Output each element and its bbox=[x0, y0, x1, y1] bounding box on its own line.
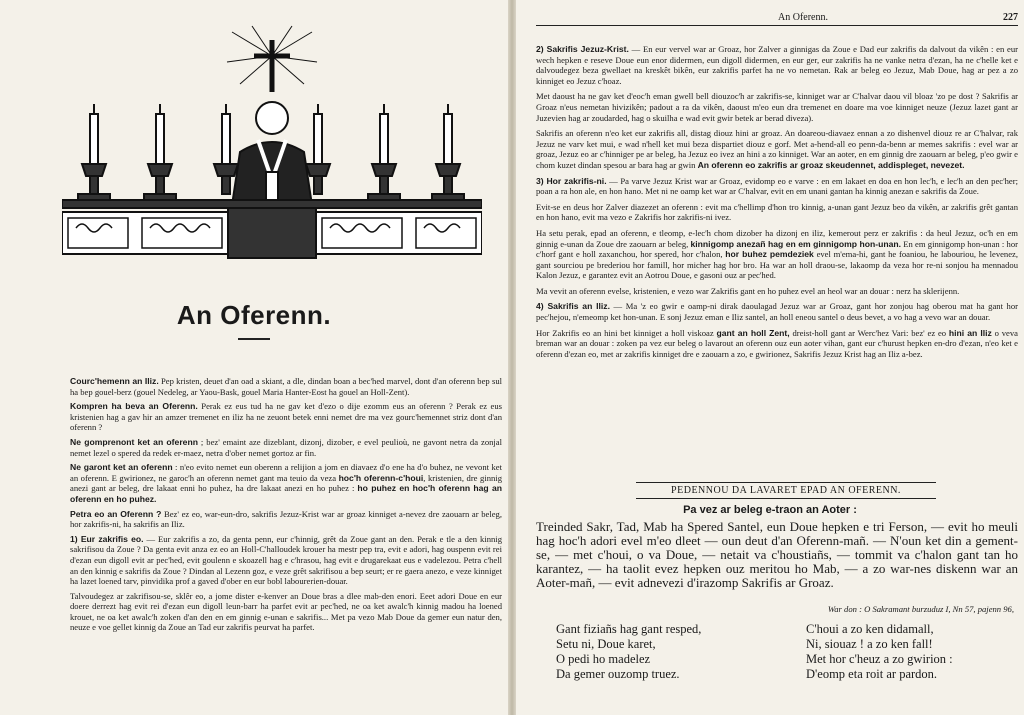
text-run: Ma vevit an oferenn evelse, kristenien, e vezo war Zakrifis gant en ho puhez evel an heol war an douar : nerz ha sklerijenn. bbox=[536, 285, 960, 296]
text-run: Pep kristen, deuet d'an oad a skiant, a dle, dindan boan a bec'hed marvel, dont d'an oferenn bep sul ha bep gouel-berz (gouel Nedeleg, ar Yaou-Bask, gouel Maria Hanter-Eost ha gouel an Holl-Zent). bbox=[70, 376, 502, 397]
chapter-title: An Oferenn. bbox=[176, 300, 332, 330]
poem-line: Gant fiziañs hag gant resped, bbox=[556, 622, 702, 636]
text-run: Talvoudegez ar zakrifisou-se, sklêr eo, a jome dister e-kenver an Doue bras a dlee mab-den enori. Eeet adori Doue en eur doere derrezt hag evit rei d'ezan eun digoll leun-barr ha parfet evit ar pec'hed, ne oa ket awalc'h kinnig madou ha loened krouet, ne oa ket awalc'h zoken d'an den en em ginnig e-unan e sakrifis... Met pa vezo Mab Doue da gemer eun natur den, neuze e voe gellet kinnig da Zoue an Tad eur zakrifis peurvat ha parfet. bbox=[70, 590, 502, 633]
bold-run: ho puhez en hoc'h oferenn hag an oferenn en ho puhez. bbox=[70, 483, 502, 504]
left-paragraph bbox=[70, 509, 502, 530]
text-run: Perak ez eus tud ha ne gav ket d'ezo o dije ezomm eus an oferenn ? Perak ez eus kristenien hag a gav hir an amzer tremenet en iliz ha ne zeuont betek enni nemet dre ma vez gourc'hemennet striz dont d'an oferenn ? bbox=[70, 401, 502, 433]
bold-run: 1) Eur zakrifis eo. bbox=[70, 533, 144, 544]
right-paragraph bbox=[536, 228, 1018, 281]
text-run: — Pa varve Jezuz Krist war ar Groaz, evidomp eo e varve : en em lakaet en doa en hon lec'h, e lec'h an den pec'her; poan a ra hon ale, en hon hano. Met ni ne oamp ket war ar C'halvar, evit en em unani gantan ha kinnig anezan e sakrifis da Zoue. bbox=[536, 175, 1018, 197]
bold-run: gant an holl Zent, bbox=[716, 327, 790, 338]
right-paragraph bbox=[536, 328, 1018, 360]
page-number: 227 bbox=[1003, 12, 1018, 23]
text-run: En em ginnigomp hon-unan : hor c'horf gant e holl zaxanchou, hor spered, hor c'halon, bbox=[536, 238, 1018, 260]
poem-line: O pedi ho madelez bbox=[556, 652, 651, 666]
header-rule bbox=[536, 25, 1018, 26]
book-gutter bbox=[508, 0, 516, 715]
right-paragraph bbox=[536, 176, 1018, 197]
poem-line: Ni, siouaz ! a zo ken fall! bbox=[806, 637, 933, 651]
text-run: — Ma 'z eo gwir e oamp-ni dirak daoulagad Jezuz war ar Groaz, gant hor zonjou hag oberou mat ha gant hor pec'hejou, n'emeomp ket hon-unan. E sonj Jezuz eman e Iliz santel, an holl eneou santel o deus bevet, a vo hag a vevo war an douar. bbox=[536, 301, 1018, 323]
text-run: , kristenien, dre ginnig anezi gant ar beleg, dre lakaat enni ho puhez, ha dre lakaat anezi en ho puhez : bbox=[70, 472, 502, 494]
bold-run: hor buhez pemdeziek bbox=[725, 249, 814, 260]
bold-run: hini an Iliz bbox=[948, 327, 992, 338]
bold-run: 3) Hor zakrifis-ni. bbox=[536, 175, 607, 186]
left-page bbox=[0, 0, 508, 715]
right-paragraph bbox=[536, 44, 1018, 86]
text-run: : n'eo evito nemet eun oberenn a relijion a jom en diavaez d'o ene ha d'o buhez, ne vevont ket an oferenn. E gwirionez, ne garoc'h an oferenn nemet gant ma teuio da veza bbox=[70, 462, 502, 483]
text-run: o veva breman war an douar : zoken pa vez eur beleg o lavarout an oferenn ouz eun aoter vihan, gant eur c'hurust hepken en-dro d'ezan, n'eo ket e oferenn d'ezan eo, met ar zakrifis kinniget dre e zaouarn a zo, e gwirionez, Sakrifis Jezuz Krist hag an Iliz a-bez. bbox=[536, 327, 1018, 359]
prayers-heading: PEDENNOU DA LAVARET EPAD AN OFERENN. bbox=[636, 482, 936, 499]
bold-run: kinnigomp anezañ hag en em ginnigomp hon-unan. bbox=[690, 238, 902, 249]
bold-run: Kompren ha beva an Oferenn. bbox=[70, 401, 198, 412]
text-run: ; bez' emaint aze dizeblant, dizonj, dizober, e evel peulioù, ne gavont netra da zonjal nemet lezel o spered da redek er-maez, netra d'ober nemet gortoz ar fin. bbox=[70, 436, 502, 458]
text-run: — Eur zakrifis a zo, da genta penn, eur c'hinnig, grêt da Zoue gant an den. Perak e tle a den kinnig sakrifisou da Zoue ? Da genta evit anza ez eo an Holl-C'halloudek krouer ha mestr pep tra, evit e adori, hag ouspenn evit rei d'ezan eun digoll evit ar pec'hed, evit goulenn e skoazell hag e c'hrasou, hag evit e drugarekaat eus e vadelezou. Petra c'hell an den kinnig e sakrifis da Zoue ? Dindan al Lezenn goz, e veze grêt sakrifisou a bep seurt; er re gaera anezo, e veze kinniget ha lazet loened tarv, pinvidika prof a gaved d'ober en eur bobl labourerien-douar. bbox=[70, 533, 502, 587]
bold-run: Ne garont ket an oferenn bbox=[70, 462, 173, 473]
poem-line: Met hor c'heuz a zo gwirion : bbox=[806, 652, 953, 666]
left-paragraph bbox=[70, 534, 502, 587]
text-run: Sakrifis an oferenn n'eo ket eur zakrifis all, distag diouz hini ar groaz. An doareou-diavaez ennan a zo dishenvel diouz re ar C'halvar, rak Jezuz ne varv ket mui, e wad n'hell ket mui beza dispartiet diouz e gorf. Met a-hend-all eo penn-da-benn ar memes sakrifis : evel war ar groaz, Jezuz eo ar c'hinniger pe ar beleg, ha Jezuz eo ivez an hini a zo kinniget. War an aoter, en em ginnig dre zaouarn ar beleg, p'eo gwir e chom kuzet dindan spesou ar bara hag ar gwin bbox=[536, 128, 1018, 170]
bold-run: 2) Sakrifis Jezuz-Krist. bbox=[536, 44, 629, 54]
poem-right-stanza bbox=[806, 622, 953, 682]
right-paragraph bbox=[536, 128, 1018, 170]
right-paragraph bbox=[536, 202, 1018, 223]
bold-run: Petra eo an Oferenn ? bbox=[70, 508, 162, 519]
text-run: Bez' ez eo, war-eun-dro, sakrifis Jezuz-Krist war ar groaz kinniget a-nevez dre zaouarn ar beleg, hor zakrifis-ni, ha sakrifis an Iliz. bbox=[70, 508, 502, 530]
poem-line: Setu ni, Doue karet, bbox=[556, 637, 656, 651]
left-paragraph bbox=[70, 376, 502, 397]
text-run: Ha setu perak, epad an oferenn, e tleomp, e-lec'h chom dizober ha dizonj en iliz, kemerout perz er zakrifis : da heul Jezuz, oc'h en em ginnig e-unan da Zoue dre zaouarn ar beleg, bbox=[536, 227, 1018, 249]
text-run: dreist-holl gant ar Werc'hez Vari: bez' ez eo bbox=[789, 327, 949, 338]
right-paragraph bbox=[536, 286, 1018, 297]
left-paragraph bbox=[70, 437, 502, 458]
text-run: — En eur vervel war ar Groaz, hor Zalver a ginnigas da Zoue e Dad eur zakrifis da dalvout da vikên : en eur wech hepken e reseve Doue eun enor didermen, eun digoll didermen, en eur ger, eur zakrifis ha ne vanke netra d'ezan, ha ne c'helle ket e dalvoudegez beza gwellaet na kreskêt bikên, eur zakrifis parfet ha ne vo nemetan. Rak ar beleg eo Jezuz, Mab Doue, hag ar pez a zo kinniget eo Jezuz c'hoaz. bbox=[536, 44, 1018, 86]
poem-line: C'houi a zo ken didamall, bbox=[806, 622, 934, 636]
poem-line: D'eomp eta roit ar pardon. bbox=[806, 667, 938, 681]
text-run: Hor Zakrifis eo an hini bet kinniget a holl viskoaz bbox=[536, 327, 717, 338]
text-run: evel m'ema-hi, gant he foaniou, he labouriou, he levenez, gant sourciou pe brederiou hor famill, hor micher hag hor bro. Ha war an holl draou-se, lakaomp da veza hor re-ni sonjou ha mennadou Kalon Jezuz, e garantez evit an Aotrou Doue, e gasoni ouz ar pec'hed. bbox=[536, 249, 1018, 281]
left-paragraph bbox=[70, 462, 502, 504]
prayer-subheading: Pa vez ar beleg e-traon an Aoter : bbox=[683, 504, 857, 516]
bold-run: Ne gomprenont ket an oferenn bbox=[70, 436, 198, 447]
left-paragraph bbox=[70, 401, 502, 433]
bold-run: 4) Sakrifis an Iliz. bbox=[536, 301, 610, 312]
prayer-text: Treinded Sakr, Tad, Mab ha Spered Santel, eun Doue hepken e tri Ferson, — evit ho meuli hag hoc'h adori evel m'eo dleet — oun deut d'an Oferenn-mañ. — N'oun ket din a gement-se, — met c'houi, o va Doue, — netait va c'houstiañs, — tommit va c'halon gant tan ho karantez, — ha taolit evez hepken ouz meritou ho Mab, — a zo war-nes diskenn war an Aoter-mañ, — evit adnevezi d'irazomp Sakrifis ar Groaz. bbox=[536, 519, 1018, 590]
title-ornament bbox=[238, 338, 270, 340]
right-text-column bbox=[536, 44, 1018, 364]
right-page bbox=[516, 0, 1024, 715]
right-paragraph bbox=[536, 91, 1018, 123]
poem-line: Da gemer ouzomp truez. bbox=[556, 667, 680, 681]
left-text-column bbox=[70, 376, 502, 637]
bold-run: Courc'hemenn an Iliz. bbox=[70, 376, 159, 386]
poem-left-stanza bbox=[556, 622, 701, 682]
altar-illustration bbox=[62, 22, 482, 262]
bold-run: hoc'h oferenn-c'houi bbox=[338, 472, 424, 483]
text-run: Evit-se en deus hor Zalver diazezet an oferenn : evit ma c'hellimp d'hon tro kinnig, a-unan gant Jezuz beo da vikên, ar zakrifis grêt gantan en hon hano, evit ma vezo e Zakrifis hor zakrifis-ni ivez. bbox=[536, 201, 1018, 223]
bold-run: An oferenn eo zakrifis ar groaz skeudennet, addispleget, nevezet. bbox=[697, 159, 965, 170]
hymn-source: War don : O Sakramant burzuduz I, Nn 57, pajenn 96, bbox=[827, 604, 1014, 614]
right-paragraph bbox=[536, 301, 1018, 322]
text-run: Met daoust ha ne gav ket d'eoc'h eman gwell bell diouzoc'h ar zakrifis-se, kinniget war ar C'halvar daou vil bloaz 'zo pe dost ? Sakrifis ar Groaz n'eus nemetan hivizikên; padout a ra da vikên, daoust m'eo eun dra tremenet en doare ma voe kinniget neuze (Jezuz lazet gant ar Juzevien hag ar zoudarded, hag o skuilha e wad evit gwir betek ar berad diveza). bbox=[536, 91, 1018, 123]
left-paragraph bbox=[70, 591, 502, 633]
running-title: An Oferenn. bbox=[778, 12, 828, 23]
